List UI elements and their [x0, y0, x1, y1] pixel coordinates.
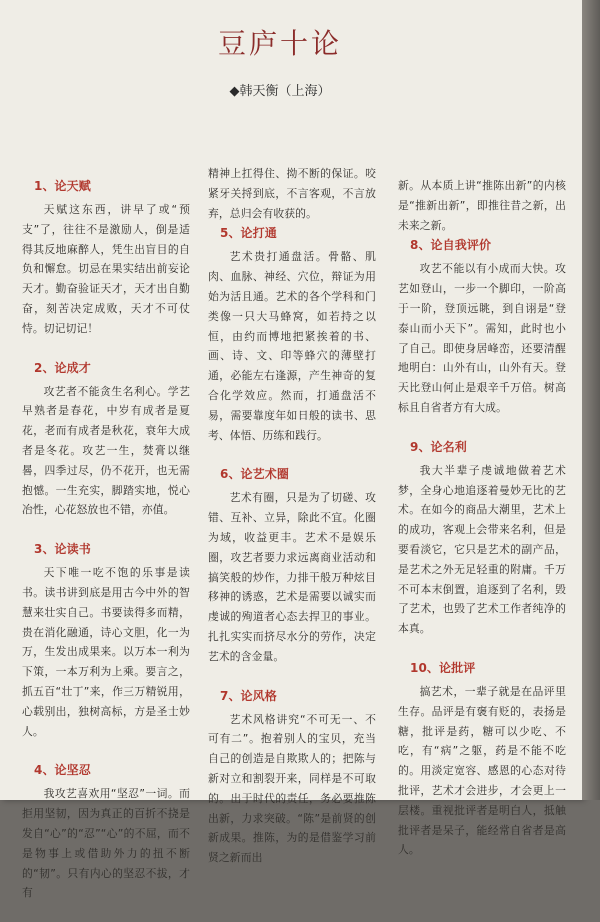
section-text: 搞艺术，一辈子就是在品评里生存。品评是有褒有贬的，表扬是糖，批评是药，糖可以少吃、不吃，有“病”之躯，药是不能不吃的。用淡定宽容、感恩的心态对待批评，艺术才会进步，才会更上一层楼。重视批评者是明白人，抵触批评者是呆子，能经常自省者是高人。: [398, 684, 566, 857]
section-title: 5、论打通: [220, 226, 277, 241]
section-success: [22, 358, 190, 521]
section-title: 1、论天赋: [34, 179, 91, 193]
section-text: 攻艺者不能贪生名利心。学艺早熟者是春花，中岁有成者是夏花，老而有成者是秋花，衰年大成者是冬花。攻艺一生，焚膏以继晷，四季过尽，仍不花开，也无需抱憾。一生充实，脚踏实地，悦心冶性，心花怒放也不错，亦值。: [22, 384, 190, 517]
section-text: 天下唯一吃不饱的乐事是读书。读书讲到底是用古今中外的智慧来壮实自己。书要读得多而精，贵在消化融通，诗心文胆，化一为万，生发出成果来。以万本一利为下策，一本万利为上乘。要言之，抓五百“壮丁”来，作三万精锐用，心载别出，独树高标，方是圣士妙人。: [22, 566, 190, 738]
section-style: [208, 686, 376, 868]
article-title: 豆庐十论: [217, 27, 342, 60]
continued-text: 精神上扛得住、拗不断的保证。咬紧牙关捋到底，不言客观，不言放弃，总归会有收获的。: [208, 167, 376, 220]
section-title: 8、论自我评价: [410, 238, 492, 253]
column-2: [208, 164, 376, 887]
section-title: 3、论读书: [34, 542, 91, 557]
section-text: 我大半辈子虔诚地做着艺术梦，全身心地追逐着曼妙无比的艺术。在如今的商品大潮里，艺术上的成功，客观上会带来名利，但是要看淡它，它只是艺术的副产品，是艺术之外无足轻重的附庸。千万不可本末倒置，追逐到了名利，毁了艺术，也毁了艺术工作者纯净的本真。: [398, 463, 566, 636]
section-fame: [398, 437, 566, 639]
section-perseverance: [22, 760, 190, 903]
section-title: 7、论风格: [220, 688, 277, 703]
section-text: 艺术贵打通盘活。骨骼、肌肉、血脉、神经、穴位，辩证为用始为活且通。艺术的各个学科和门类像一只大马蜂窝，如若持之以恒，由约而博地把紧挨着的书、画、诗、文、印等蜂穴的薄壁打通，必能左右逢源，产生神奇的复合化学效应。然而，打通盘活不易，需要靠度年如日般的读书、思考、体悟、历练和践行。: [208, 250, 376, 442]
section-self-evaluation: [398, 235, 566, 417]
article-author: ◆韩天衡（上海）: [229, 84, 331, 99]
section-criticism: [398, 658, 566, 860]
section-integration: [208, 223, 376, 445]
section-title: 4、论坚忍: [34, 763, 91, 778]
column-3: [398, 176, 566, 879]
section-title: 10、论批评: [410, 660, 476, 675]
section-reading: [22, 539, 190, 741]
section-text: 我攻艺喜欢用“坚忍”一词。而拒用坚韧，因为真正的百折不挠是发自“心”的“忍”“心”的不屈，而不是物事上或借助外力的扭不断的“韧”。只有内心的坚忍不拔，才有: [22, 787, 190, 900]
section-talent: [22, 176, 190, 339]
section-title: 6、论艺术圈: [220, 467, 289, 482]
column-1: [22, 176, 190, 922]
section-art-circle: [208, 464, 376, 666]
section-text: 艺术有圈，只是为了切磋、攻错、互补、立异，除此不宜。化圈为域，收益更丰。艺术不是娱乐圈，攻艺者要力求远离商业活动和搞笑般的炒作，力排干般万种炫目移神的诱惑，艺术是需要以诚实而虔诚的殉道者心态去捍卫的事业。扎扎实实而挤尽水分的劳作，决定艺术的含金量。: [208, 491, 376, 663]
section-text: 天赋这东西，讲早了或“预支”了，往往不是激励人，倒是适得其反地麻醉人，凭生出盲目的自负和懈怠。切忌在果实结出前妄论天才。勤奋验证天才，天才出自勤奋，刻苦决定成败，天才不可仗恃。切记切记！: [22, 203, 190, 335]
section-title: 9、论名利: [410, 439, 467, 454]
section-title: 2、论成才: [34, 360, 91, 375]
section-text: 攻艺不能以有小成而大快。攻艺如登山，一步一个脚印，一阶高于一阶，登顶远眺，到自诩是“登泰山而小天下”。需知，此时也小了自己。即使身居峰峦，还要清醒地明白：山外有山，山外有天。登天比登山何止是艰辛千万倍。树高标且自省者方有大成。: [398, 262, 566, 414]
continued-text: 新。从本质上讲“推陈出新”的内核是“推新出新”，即推往昔之新，出未来之新。: [398, 179, 566, 232]
page-edge-shadow: [582, 0, 600, 800]
section-text: 艺术风格讲究“不可无一、不可有二”。抱着别人的宝贝，充当自己的创造是自欺欺人的；把陈与新对立和割裂开来，同样是不可取的。出于时代的责任，务必要推陈出新，力求突破。“陈”是前贤的创新成果。推陈，为的是借鉴学习前贤之新而出: [208, 712, 376, 865]
